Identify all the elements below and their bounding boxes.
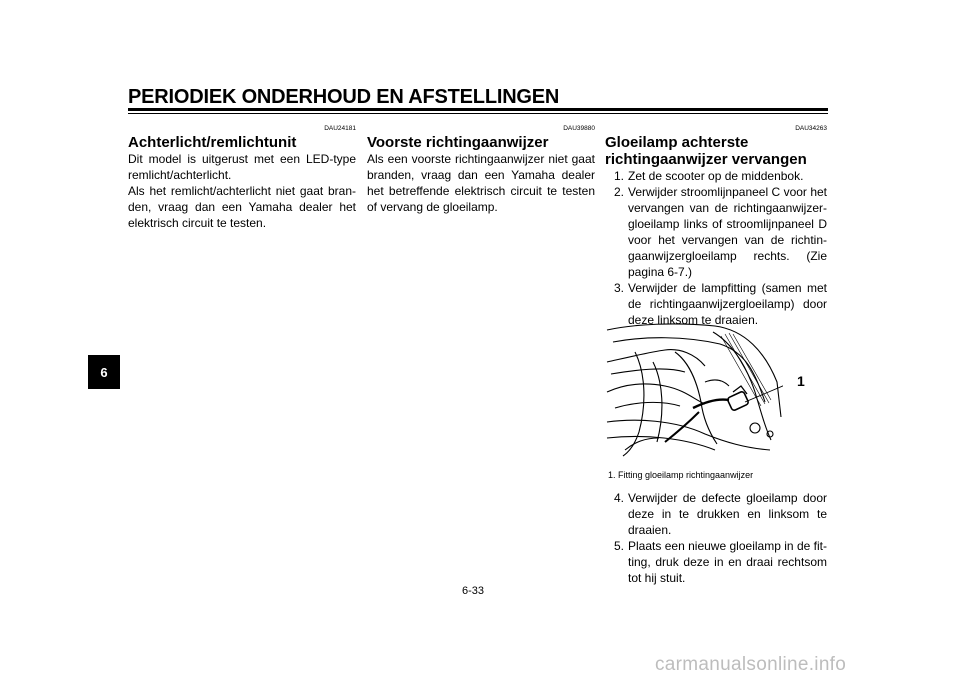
chapter-tab: 6 (88, 355, 120, 389)
steps-list (605, 168, 827, 328)
section-tail-light (128, 124, 356, 231)
section-code: DAU24181 (324, 125, 356, 132)
bulb-socket-illustration (605, 322, 783, 457)
step-number: 4. (613, 491, 624, 505)
paragraph: Dit model is uitgerust met een LED-type remlicht/achterlicht. (128, 152, 356, 182)
step-number: 2. (613, 185, 624, 199)
section-code: DAU34263 (795, 125, 827, 132)
section-title-line1: Gloeilamp achterste (605, 134, 749, 151)
step-number: 5. (613, 539, 624, 553)
section-title (605, 134, 827, 168)
step-number: 3. (613, 281, 624, 295)
section-code: DAU39880 (563, 125, 595, 132)
section-title-line2: richtingaanwijzer vervangen (605, 151, 807, 168)
section-title: Achterlicht/remlichtunit (128, 134, 297, 151)
step-text: Verwijder de lampfitting (samen met de richtingaanwijzergloeilamp) door deze linksom te draaien. (628, 281, 827, 327)
paragraph: Als het remlicht/achterlicht niet gaat bran-den, vraag dan een Yamaha dealer het elektrisch circuit te testen. (128, 184, 356, 230)
header-rule (128, 108, 828, 111)
list-item (605, 280, 827, 328)
paragraph: Als een voorste richtingaanwijzer niet gaat branden, vraag dan een Yamaha dealer het betreffende elektrisch circuit te testen of vervang de gloeilamp. (367, 152, 595, 214)
header-rule-thin (128, 113, 828, 114)
figure-caption: 1. Fitting gloeilamp richtingaanwijzer (608, 470, 754, 480)
section-rear-indicator-bulb (605, 124, 827, 328)
page-number: 6-33 (462, 585, 485, 597)
step-text: Zet de scooter op de middenbok. (628, 169, 804, 183)
step-text: Plaats een nieuwe gloeilamp in de fit-ting, druk deze in en draai rechtsom tot hij stuit. (628, 539, 827, 585)
step-text: Verwijder stroomlijnpaneel C voor het vervangen van de richtingaanwijzer-gloeilamp links of stroomlijnpaneel D voor het vervangen van de richtin-gaanwijzergloeilamp rechts. (Zie pagina 6-7.) (628, 185, 827, 279)
steps-list-continued (605, 490, 827, 586)
watermark: carmanualsonline.info (655, 654, 847, 675)
page-title: PERIODIEK ONDERHOUD EN AFSTELLINGEN (128, 86, 560, 108)
list-item (605, 538, 827, 586)
step-text: Verwijder de defecte gloeilamp door deze in te drukken en linksom te draaien. (628, 491, 827, 537)
step-number: 1. (613, 169, 624, 183)
list-item (605, 490, 827, 538)
section-title: Voorste richtingaanwijzer (367, 134, 549, 151)
section-front-indicator (367, 124, 595, 215)
list-item (605, 184, 827, 280)
list-item (605, 168, 827, 184)
figure-callout-number: 1 (797, 373, 805, 389)
